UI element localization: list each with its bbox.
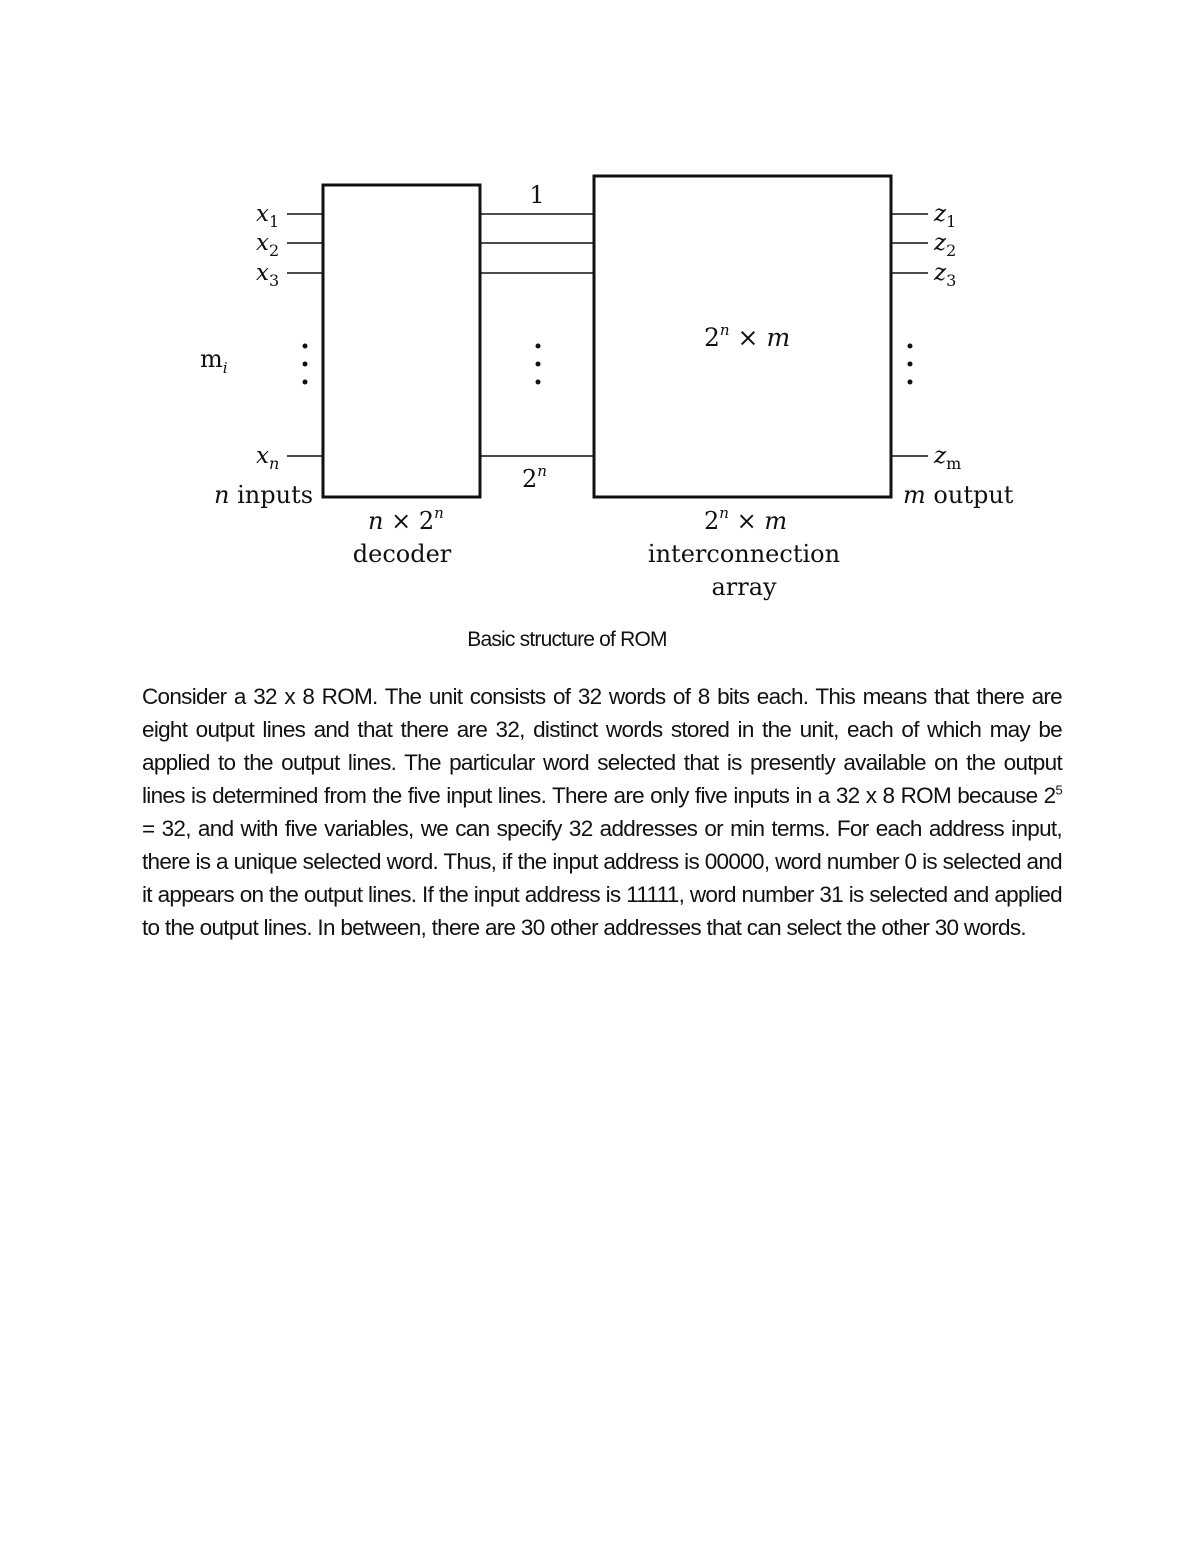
decoder-label-line1: n × 2$^n$: [368, 504, 444, 535]
input-label-x2: $x_2$: [256, 230, 280, 260]
paragraph-part1: Consider a 32 x 8 ROM. The unit consists of 32 words of 8 bits each. This means that there are eight output lines and that there are 32, distinct words stored in the unit, each of which may be applied to the output lines. The particular word selected that is presently available on the output lines is determined from the five input lines. There are only five inputs in a 32 x 8 ROM because 2: [142, 684, 1062, 808]
output-label: m output: [903, 481, 1014, 509]
paragraph-part2: = 32, and with five variables, we can specify 32 addresses or min terms. For each address input, there is a unique selected word. Thus, if the input address is 00000, word number 0 is selected and it appears on the output lines. If the input address is 11111, word number 31 is selected and applied to the output lines. In between, there are 30 other addresses that can select the other 30 words.: [142, 816, 1062, 940]
array-label-line3: array: [711, 573, 777, 601]
output-label-z1: $z_1$: [934, 201, 957, 231]
output-label-zm: $z_m$: [934, 443, 962, 473]
side-label-mi: $m_i$: [200, 345, 228, 377]
output-dots: [908, 344, 913, 385]
exponent-5: 5: [1055, 782, 1062, 798]
body-paragraph: [142, 680, 1062, 944]
rom-structure-diagram: [0, 0, 1200, 620]
middle-dots: [536, 344, 541, 385]
array-inner-label: 2$^n$ × m: [704, 321, 791, 352]
input-label-x1: $x_1$: [256, 201, 280, 231]
array-label-line2: interconnection: [647, 540, 841, 568]
figure-caption: Basic structure of ROM: [467, 628, 667, 651]
inputs-label: n inputs: [214, 481, 314, 509]
line-bottom-label: 2$^n$: [522, 462, 547, 493]
input-label-xn: $x_n$: [256, 443, 280, 473]
decoder-box: [323, 185, 480, 497]
input-dots: [303, 344, 308, 385]
output-label-z2: $z_2$: [934, 230, 957, 260]
input-label-x3: $x_3$: [256, 260, 280, 290]
output-label-z3: $z_3$: [934, 260, 957, 290]
line-top-label: 1: [529, 181, 545, 209]
array-label-line1: 2$^n$ × m: [704, 504, 788, 535]
decoder-label-line2: decoder: [352, 540, 452, 568]
